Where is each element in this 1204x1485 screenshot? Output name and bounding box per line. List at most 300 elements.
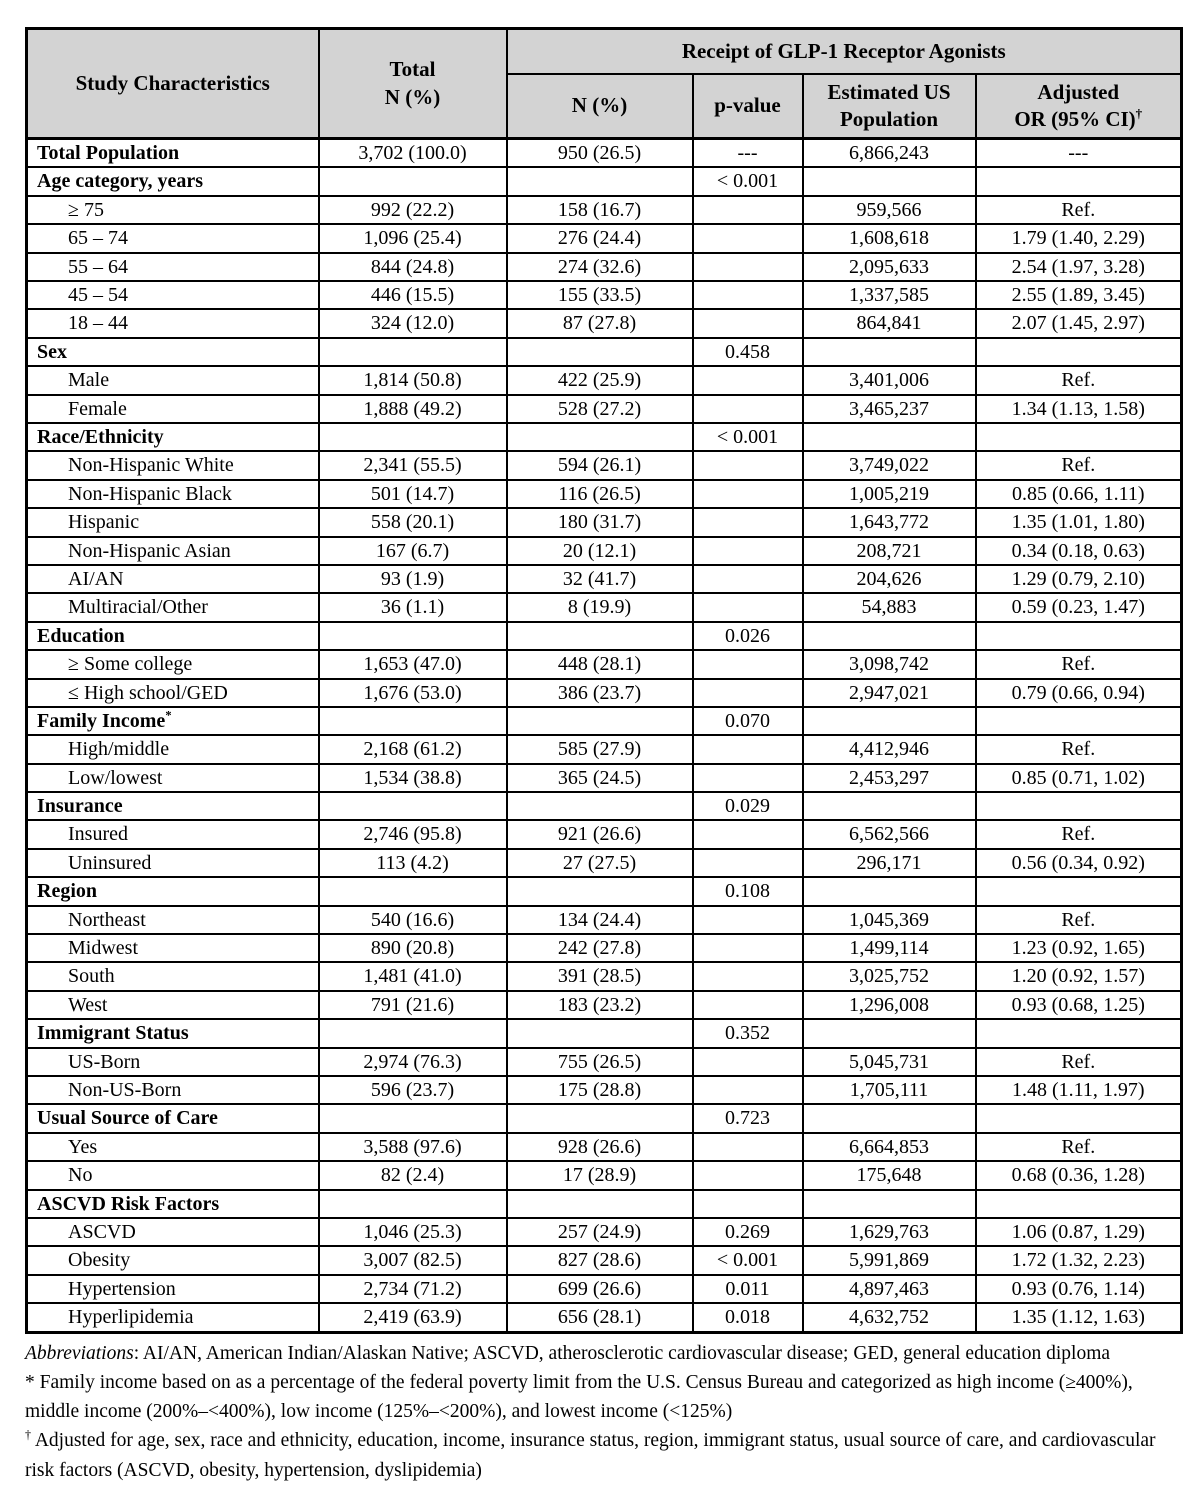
cell-adjusted-or: 1.29 (0.79, 2.10) (976, 565, 1182, 593)
cell-glp1-n: 276 (24.4) (507, 224, 693, 252)
cell-estimated-population (803, 338, 976, 366)
row-label: Non-US-Born (27, 1076, 319, 1104)
cell-adjusted-or: 0.59 (0.23, 1.47) (976, 593, 1182, 621)
cell-estimated-population: 959,566 (803, 196, 976, 224)
cell-glp1-n: 391 (28.5) (507, 962, 693, 990)
cell-total-n: 1,888 (49.2) (319, 395, 507, 423)
row-label: Multiracial/Other (27, 593, 319, 621)
cell-adjusted-or: 0.56 (0.34, 0.92) (976, 849, 1182, 877)
row-label: 45 – 54 (27, 281, 319, 309)
row-label: South (27, 962, 319, 990)
cell-total-n: 1,096 (25.4) (319, 224, 507, 252)
cell-total-n: 113 (4.2) (319, 849, 507, 877)
table-row-hypertension (27, 1275, 1182, 1303)
row-label: ≥ Some college (27, 650, 319, 678)
cell-estimated-population: 296,171 (803, 849, 976, 877)
cell-p-value (693, 1161, 803, 1189)
cell-estimated-population: 2,095,633 (803, 253, 976, 281)
cell-glp1-n: 180 (31.7) (507, 508, 693, 536)
cell-estimated-population: 1,005,219 (803, 480, 976, 508)
row-label: Male (27, 366, 319, 394)
cell-adjusted-or: 2.54 (1.97, 3.28) (976, 253, 1182, 281)
table-row-us-born (27, 1048, 1182, 1076)
table-row-education (27, 622, 1182, 650)
cell-total-n (319, 877, 507, 905)
cell-p-value: 0.352 (693, 1019, 803, 1047)
cell-estimated-population: 4,897,463 (803, 1275, 976, 1303)
cell-p-value: 0.011 (693, 1275, 803, 1303)
cell-total-n: 2,746 (95.8) (319, 820, 507, 848)
cell-adjusted-or: 1.06 (0.87, 1.29) (976, 1218, 1182, 1246)
header-study-characteristics: Study Characteristics (27, 29, 319, 139)
cell-total-n (319, 338, 507, 366)
header-total-line2: N (%) (384, 84, 441, 109)
cell-glp1-n: 755 (26.5) (507, 1048, 693, 1076)
table-row-total-population (27, 139, 1182, 168)
cell-p-value (693, 366, 803, 394)
row-label: Insured (27, 820, 319, 848)
cell-total-n (319, 1019, 507, 1047)
cell-p-value: < 0.001 (693, 167, 803, 195)
table-row-region (27, 877, 1182, 905)
table-row-south (27, 962, 1182, 990)
cell-adjusted-or: 0.34 (0.18, 0.63) (976, 537, 1182, 565)
cell-total-n: 324 (12.0) (319, 309, 507, 337)
table-row-high-school-ged (27, 679, 1182, 707)
table-row-immigrant-status (27, 1019, 1182, 1047)
table-row-multiracial-other (27, 593, 1182, 621)
cell-adjusted-or (976, 1019, 1182, 1047)
table-row-age-category (27, 167, 1182, 195)
cell-glp1-n: 827 (28.6) (507, 1246, 693, 1274)
table-row-ai-an (27, 565, 1182, 593)
footnote-adjusted-model (25, 1426, 1180, 1485)
cell-estimated-population: 3,465,237 (803, 395, 976, 423)
cell-adjusted-or (976, 167, 1182, 195)
table-row-non-us-born (27, 1076, 1182, 1104)
cell-glp1-n (507, 1190, 693, 1218)
row-label: Hypertension (27, 1275, 319, 1303)
cell-total-n: 2,974 (76.3) (319, 1048, 507, 1076)
table-row-usual-care-yes (27, 1133, 1182, 1161)
row-label: ASCVD Risk Factors (27, 1190, 319, 1218)
cell-adjusted-or: Ref. (976, 451, 1182, 479)
row-label: Total Population (27, 139, 319, 168)
cell-p-value (693, 906, 803, 934)
header-total-n (319, 29, 507, 139)
cell-p-value: 0.018 (693, 1303, 803, 1332)
header-est-line2: Population (839, 106, 939, 131)
cell-p-value (693, 196, 803, 224)
cell-estimated-population: 864,841 (803, 309, 976, 337)
row-label: Age category, years (27, 167, 319, 195)
cell-adjusted-or: Ref. (976, 1133, 1182, 1161)
cell-estimated-population: 5,045,731 (803, 1048, 976, 1076)
footnote-dagger-marker: † (25, 1427, 32, 1442)
cell-glp1-n: 116 (26.5) (507, 480, 693, 508)
cell-p-value (693, 395, 803, 423)
table-row-uninsured (27, 849, 1182, 877)
cell-estimated-population: 1,629,763 (803, 1218, 976, 1246)
cell-estimated-population: 2,453,297 (803, 764, 976, 792)
cell-glp1-n (507, 877, 693, 905)
cell-glp1-n: 950 (26.5) (507, 139, 693, 168)
cell-total-n: 791 (21.6) (319, 991, 507, 1019)
footnote-abbreviations (25, 1339, 1180, 1368)
footnote-abbreviations-text: : AI/AN, American Indian/Alaskan Native; ASCVD, atherosclerotic cardiovascular disease; GED, general education diploma (133, 1342, 1111, 1364)
cell-estimated-population: 1,705,111 (803, 1076, 976, 1104)
row-label: ≥ 75 (27, 196, 319, 224)
cell-glp1-n: 386 (23.7) (507, 679, 693, 707)
cell-glp1-n: 175 (28.8) (507, 1076, 693, 1104)
row-label: Race/Ethnicity (27, 423, 319, 451)
cell-total-n: 2,341 (55.5) (319, 451, 507, 479)
table-row-northeast (27, 906, 1182, 934)
cell-estimated-population (803, 877, 976, 905)
cell-total-n: 501 (14.7) (319, 480, 507, 508)
cell-p-value (693, 962, 803, 990)
cell-adjusted-or: 0.93 (0.68, 1.25) (976, 991, 1182, 1019)
cell-glp1-n (507, 167, 693, 195)
cell-total-n: 93 (1.9) (319, 565, 507, 593)
cell-estimated-population (803, 1019, 976, 1047)
table-header (27, 29, 1182, 139)
cell-adjusted-or (976, 707, 1182, 735)
header-row-1 (27, 29, 1182, 74)
cell-p-value: 0.723 (693, 1104, 803, 1132)
cell-glp1-n: 528 (27.2) (507, 395, 693, 423)
cell-p-value (693, 650, 803, 678)
table-row-age-45-54 (27, 281, 1182, 309)
header-or-dagger: † (1135, 105, 1143, 121)
table-row-age-55-64 (27, 253, 1182, 281)
row-label: Non-Hispanic Asian (27, 537, 319, 565)
table-row-west (27, 991, 1182, 1019)
footnote-family-income-text: * Family income based on as a percentage of the federal poverty limit from the U.S. Census Bureau and categorized as high income (≥400%), middle income (200%–<400%), low income (125%–<200%), and lowest income (<125%) (25, 1371, 1133, 1422)
cell-p-value (693, 1076, 803, 1104)
cell-p-value: 0.070 (693, 707, 803, 735)
cell-p-value (693, 253, 803, 281)
cell-estimated-population: 3,401,006 (803, 366, 976, 394)
table-row-age-75-plus (27, 196, 1182, 224)
cell-estimated-population: 204,626 (803, 565, 976, 593)
header-n-pct: N (%) (507, 74, 693, 139)
table-row-non-hispanic-asian (27, 537, 1182, 565)
row-label: Non-Hispanic Black (27, 480, 319, 508)
cell-adjusted-or: 1.79 (1.40, 2.29) (976, 224, 1182, 252)
cell-p-value (693, 593, 803, 621)
table-row-ascvd (27, 1218, 1182, 1246)
row-label: Yes (27, 1133, 319, 1161)
table-body (27, 139, 1182, 1332)
cell-p-value (693, 309, 803, 337)
header-total-line1: Total (389, 57, 436, 82)
cell-glp1-n (507, 622, 693, 650)
header-adjusted-or (976, 74, 1182, 139)
header-glp1-group: Receipt of GLP-1 Receptor Agonists (507, 29, 1182, 74)
cell-total-n: 992 (22.2) (319, 196, 507, 224)
row-label: Non-Hispanic White (27, 451, 319, 479)
table-row-insurance (27, 792, 1182, 820)
cell-glp1-n (507, 423, 693, 451)
cell-p-value (693, 934, 803, 962)
cell-adjusted-or: 0.93 (0.76, 1.14) (976, 1275, 1182, 1303)
cell-total-n: 3,007 (82.5) (319, 1246, 507, 1274)
header-estimated-us-population (803, 74, 976, 139)
label-superscript: * (165, 708, 172, 723)
row-label: Sex (27, 338, 319, 366)
row-label: No (27, 1161, 319, 1189)
cell-glp1-n: 158 (16.7) (507, 196, 693, 224)
row-label: Hispanic (27, 508, 319, 536)
table-row-non-hispanic-black (27, 480, 1182, 508)
cell-adjusted-or: 1.34 (1.13, 1.58) (976, 395, 1182, 423)
cell-glp1-n: 17 (28.9) (507, 1161, 693, 1189)
cell-glp1-n: 921 (26.6) (507, 820, 693, 848)
row-label: Northeast (27, 906, 319, 934)
cell-total-n (319, 1104, 507, 1132)
cell-estimated-population: 1,045,369 (803, 906, 976, 934)
cell-glp1-n (507, 1019, 693, 1047)
footnote-family-income (25, 1368, 1180, 1427)
cell-glp1-n: 422 (25.9) (507, 366, 693, 394)
cell-p-value (693, 451, 803, 479)
cell-p-value (693, 991, 803, 1019)
cell-total-n: 3,588 (97.6) (319, 1133, 507, 1161)
cell-glp1-n: 699 (26.6) (507, 1275, 693, 1303)
cell-p-value (693, 480, 803, 508)
cell-p-value (693, 224, 803, 252)
cell-adjusted-or: Ref. (976, 650, 1182, 678)
cell-total-n (319, 792, 507, 820)
cell-estimated-population: 1,608,618 (803, 224, 976, 252)
cell-total-n: 540 (16.6) (319, 906, 507, 934)
cell-estimated-population (803, 167, 976, 195)
cell-adjusted-or: --- (976, 139, 1182, 168)
cell-glp1-n (507, 707, 693, 735)
cell-p-value: 0.029 (693, 792, 803, 820)
row-label: AI/AN (27, 565, 319, 593)
cell-estimated-population (803, 1190, 976, 1218)
table-row-race-ethnicity (27, 423, 1182, 451)
cell-glp1-n: 928 (26.6) (507, 1133, 693, 1161)
cell-adjusted-or: 1.23 (0.92, 1.65) (976, 934, 1182, 962)
cell-estimated-population: 3,749,022 (803, 451, 976, 479)
cell-estimated-population: 3,098,742 (803, 650, 976, 678)
table-row-age-65-74 (27, 224, 1182, 252)
cell-estimated-population: 3,025,752 (803, 962, 976, 990)
cell-glp1-n: 448 (28.1) (507, 650, 693, 678)
cell-glp1-n (507, 338, 693, 366)
row-label: Family Income* (27, 707, 319, 735)
cell-total-n: 2,419 (63.9) (319, 1303, 507, 1332)
cell-total-n: 1,653 (47.0) (319, 650, 507, 678)
row-label: Uninsured (27, 849, 319, 877)
table-row-low-lowest (27, 764, 1182, 792)
cell-p-value: --- (693, 139, 803, 168)
cell-estimated-population: 2,947,021 (803, 679, 976, 707)
cell-p-value (693, 679, 803, 707)
cell-glp1-n: 87 (27.8) (507, 309, 693, 337)
cell-total-n: 558 (20.1) (319, 508, 507, 536)
cell-p-value (693, 735, 803, 763)
cell-adjusted-or (976, 423, 1182, 451)
row-label: Midwest (27, 934, 319, 962)
cell-glp1-n (507, 1104, 693, 1132)
table-row-non-hispanic-white (27, 451, 1182, 479)
cell-total-n: 2,168 (61.2) (319, 735, 507, 763)
cell-glp1-n: 27 (27.5) (507, 849, 693, 877)
cell-estimated-population: 1,499,114 (803, 934, 976, 962)
row-label: Usual Source of Care (27, 1104, 319, 1132)
cell-p-value (693, 537, 803, 565)
cell-glp1-n: 32 (41.7) (507, 565, 693, 593)
table-row-age-18-44 (27, 309, 1182, 337)
cell-total-n (319, 622, 507, 650)
cell-p-value: 0.458 (693, 338, 803, 366)
row-label: 55 – 64 (27, 253, 319, 281)
cell-estimated-population (803, 1104, 976, 1132)
cell-p-value (693, 281, 803, 309)
table-row-obesity (27, 1246, 1182, 1274)
row-label: West (27, 991, 319, 1019)
cell-p-value (693, 508, 803, 536)
footnote-adjusted-text: Adjusted for age, sex, race and ethnicity, education, income, insurance status, region, immigrant status, usual source of care, and cardiovascular risk factors (ASCVD, obesity, hypertension, dyslipidemia) (25, 1430, 1156, 1481)
cell-estimated-population: 1,643,772 (803, 508, 976, 536)
cell-total-n: 1,814 (50.8) (319, 366, 507, 394)
cell-p-value (693, 849, 803, 877)
cell-estimated-population: 5,991,869 (803, 1246, 976, 1274)
table-row-family-income (27, 707, 1182, 735)
cell-estimated-population: 175,648 (803, 1161, 976, 1189)
table-row-hispanic (27, 508, 1182, 536)
table-row-midwest (27, 934, 1182, 962)
table-row-sex (27, 338, 1182, 366)
row-label: Female (27, 395, 319, 423)
cell-adjusted-or: 0.68 (0.36, 1.28) (976, 1161, 1182, 1189)
row-label: US-Born (27, 1048, 319, 1076)
cell-p-value (693, 820, 803, 848)
cell-adjusted-or (976, 338, 1182, 366)
cell-adjusted-or: 0.85 (0.66, 1.11) (976, 480, 1182, 508)
cell-adjusted-or: Ref. (976, 196, 1182, 224)
row-label: Education (27, 622, 319, 650)
table-row-female (27, 395, 1182, 423)
cell-adjusted-or: 2.55 (1.89, 3.45) (976, 281, 1182, 309)
cell-p-value (693, 1190, 803, 1218)
cell-adjusted-or: 1.48 (1.11, 1.97) (976, 1076, 1182, 1104)
table-row-usual-care-no (27, 1161, 1182, 1189)
header-est-line1: Estimated US (827, 79, 951, 104)
cell-estimated-population (803, 707, 976, 735)
row-label: 18 – 44 (27, 309, 319, 337)
cell-total-n (319, 423, 507, 451)
cell-estimated-population: 1,337,585 (803, 281, 976, 309)
cell-total-n: 596 (23.7) (319, 1076, 507, 1104)
study-characteristics-table (25, 27, 1183, 1334)
table-row-high-middle (27, 735, 1182, 763)
cell-estimated-population: 1,296,008 (803, 991, 976, 1019)
row-label: ASCVD (27, 1218, 319, 1246)
cell-glp1-n: 365 (24.5) (507, 764, 693, 792)
cell-glp1-n: 183 (23.2) (507, 991, 693, 1019)
row-label: 65 – 74 (27, 224, 319, 252)
cell-p-value (693, 1048, 803, 1076)
cell-p-value: 0.108 (693, 877, 803, 905)
cell-p-value: < 0.001 (693, 423, 803, 451)
row-label: ≤ High school/GED (27, 679, 319, 707)
row-label: Region (27, 877, 319, 905)
cell-glp1-n: 155 (33.5) (507, 281, 693, 309)
cell-adjusted-or: 1.20 (0.92, 1.57) (976, 962, 1182, 990)
cell-p-value: 0.269 (693, 1218, 803, 1246)
cell-p-value (693, 565, 803, 593)
cell-estimated-population: 6,562,566 (803, 820, 976, 848)
row-label: Insurance (27, 792, 319, 820)
cell-total-n: 36 (1.1) (319, 593, 507, 621)
table-row-usual-source-of-care (27, 1104, 1182, 1132)
table-row-male (27, 366, 1182, 394)
cell-adjusted-or: Ref. (976, 1048, 1182, 1076)
cell-total-n: 1,676 (53.0) (319, 679, 507, 707)
cell-total-n (319, 1190, 507, 1218)
table-row-ascvd-risk-factors (27, 1190, 1182, 1218)
cell-glp1-n: 656 (28.1) (507, 1303, 693, 1332)
header-p-value: p-value (693, 74, 803, 139)
cell-estimated-population: 54,883 (803, 593, 976, 621)
cell-total-n: 1,481 (41.0) (319, 962, 507, 990)
cell-p-value: 0.026 (693, 622, 803, 650)
cell-total-n: 3,702 (100.0) (319, 139, 507, 168)
cell-glp1-n: 274 (32.6) (507, 253, 693, 281)
cell-adjusted-or (976, 1190, 1182, 1218)
header-or-line1: Adjusted (1037, 79, 1120, 104)
cell-estimated-population: 6,664,853 (803, 1133, 976, 1161)
cell-total-n: 1,534 (38.8) (319, 764, 507, 792)
cell-p-value (693, 764, 803, 792)
cell-adjusted-or: Ref. (976, 820, 1182, 848)
cell-glp1-n: 134 (24.4) (507, 906, 693, 934)
cell-adjusted-or (976, 1104, 1182, 1132)
footnote-abbreviations-label: Abbreviations (25, 1342, 134, 1364)
row-label: Immigrant Status (27, 1019, 319, 1047)
cell-estimated-population (803, 792, 976, 820)
cell-estimated-population: 208,721 (803, 537, 976, 565)
cell-adjusted-or (976, 792, 1182, 820)
cell-estimated-population: 4,412,946 (803, 735, 976, 763)
cell-adjusted-or: 1.35 (1.12, 1.63) (976, 1303, 1182, 1332)
row-label: High/middle (27, 735, 319, 763)
cell-p-value: < 0.001 (693, 1246, 803, 1274)
row-label: Hyperlipidemia (27, 1303, 319, 1332)
cell-adjusted-or (976, 877, 1182, 905)
cell-adjusted-or: 1.35 (1.01, 1.80) (976, 508, 1182, 536)
cell-estimated-population (803, 423, 976, 451)
cell-glp1-n: 20 (12.1) (507, 537, 693, 565)
cell-total-n: 2,734 (71.2) (319, 1275, 507, 1303)
header-or-line2: OR (95% CI) (1014, 106, 1136, 131)
row-label: Low/lowest (27, 764, 319, 792)
cell-estimated-population: 4,632,752 (803, 1303, 976, 1332)
cell-adjusted-or: 2.07 (1.45, 2.97) (976, 309, 1182, 337)
cell-p-value (693, 1133, 803, 1161)
cell-glp1-n (507, 792, 693, 820)
cell-glp1-n: 8 (19.9) (507, 593, 693, 621)
cell-estimated-population: 6,866,243 (803, 139, 976, 168)
cell-total-n: 890 (20.8) (319, 934, 507, 962)
footnotes (25, 1339, 1180, 1485)
cell-adjusted-or: Ref. (976, 366, 1182, 394)
